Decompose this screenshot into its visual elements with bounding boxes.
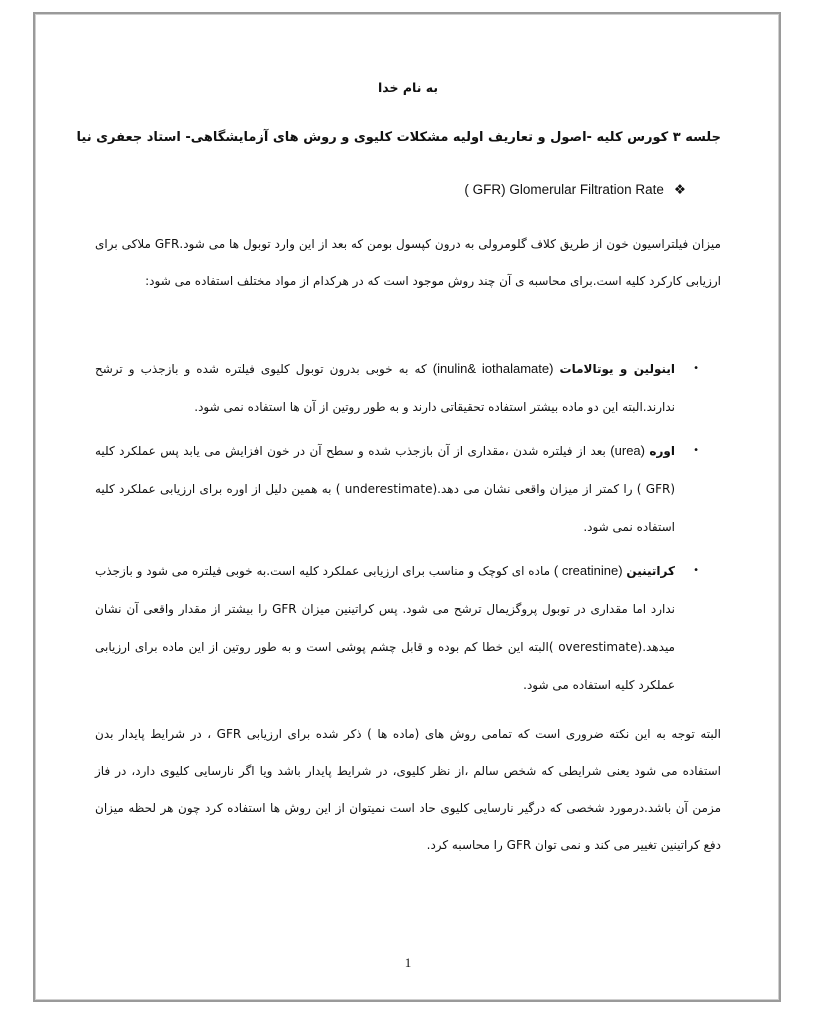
item-term: کراتینین <box>626 564 675 578</box>
document-page <box>76 0 721 1036</box>
item-text: ماده ای کوچک و مناسب برای ارزیابی عملکرد کلیه است.به خوبی فیلتره می شود و بازجذب ندارد اما مقداری در توبول پروگزیمال ترشح می شود. پس کراتینین میزان GFR را بیشتر از مقدار واقعی آن نشان میدهد.(overestimate )البته این خطا کم بوده و قابل چشم پوشی است و به طور روتین از این ماده برای ارزیابی عملکرد کلیه استفاده می شود. <box>95 564 675 692</box>
item-text: که به خوبی بدرون توبول کلیوی فیلتره شده و بازجذب و ترشح ندارند.البته این دو ماده بیشتر استفاده تحقیقاتی دارند و به طور روتین از آن ها استفاده نمی شود. <box>95 362 675 414</box>
diamond-bullet-icon: ❖ <box>673 182 686 198</box>
bullet-dot-icon: • <box>693 445 699 456</box>
item-term: اینولین و یوتالامات <box>559 362 676 376</box>
bullet-dot-icon: • <box>693 565 699 576</box>
item-term: اوره <box>649 444 675 458</box>
intro-paragraph: میزان فیلتراسیون خون از طریق کلاف گلومرولی به درون کپسول بومن که بعد از این وارد توبول ها می شود.GFR ملاکی برای ارزیابی کارکرد کلیه است.برای محاسبه ی آن چند روش موجود است که در هرکدام از مواد مختلف استفاده می شود: <box>95 237 721 288</box>
document-title: جلسه ۳ کورس کلیه -اصول و تعاریف اولیه مشکلات کلیوی و روش های آزمایشگاهی- استاد جعفری نیا <box>76 130 721 145</box>
gfr-heading <box>464 182 686 198</box>
item-text: بعد از فیلتره شدن ،مقداری از آن بازجذب شده و سطح آن در خون افزایش می یابد پس عملکرد کلیه (GFR ) را کمتر از میزان واقعی نشان می دهد.(underestimate ) به همین دلیل از اوره برای ارزیابی عملکرد کلیه استفاده نمی شود. <box>95 444 675 534</box>
basmala: به نام خدا <box>377 80 439 95</box>
list-item <box>95 432 721 546</box>
item-latin: (urea) <box>610 443 646 458</box>
list-item <box>95 350 721 426</box>
gfr-heading-text: ( GFR) Glomerular Filtration Rate <box>464 182 664 197</box>
page-number: 1 <box>404 955 412 970</box>
list-item <box>95 552 721 704</box>
item-latin: (creatinine ) <box>553 563 623 578</box>
closing-paragraph: البته توجه به این نکته ضروری است که تمامی روش های (ماده ها ) ذکر شده برای ارزیابی GFR ، در شرایط پایدار بدن استفاده می شود یعنی شرایطی که شخص سالم ،از نظر کلیوی، در شرایط پایدار باشد ویا اگر نارسایی کلیوی دارد، در فاز مزمن آن باشد.درمورد شخصی که درگیر نارسایی کلیوی حاد است نمیتوان از این روش ها استفاده کرد چون هر لحظه میزان دفع کراتینین تغییر می کند و نمی توان GFR را محاسبه کرد. <box>95 727 721 852</box>
item-latin: (inulin& iothalamate) <box>432 361 554 376</box>
bullet-dot-icon: • <box>693 363 699 374</box>
